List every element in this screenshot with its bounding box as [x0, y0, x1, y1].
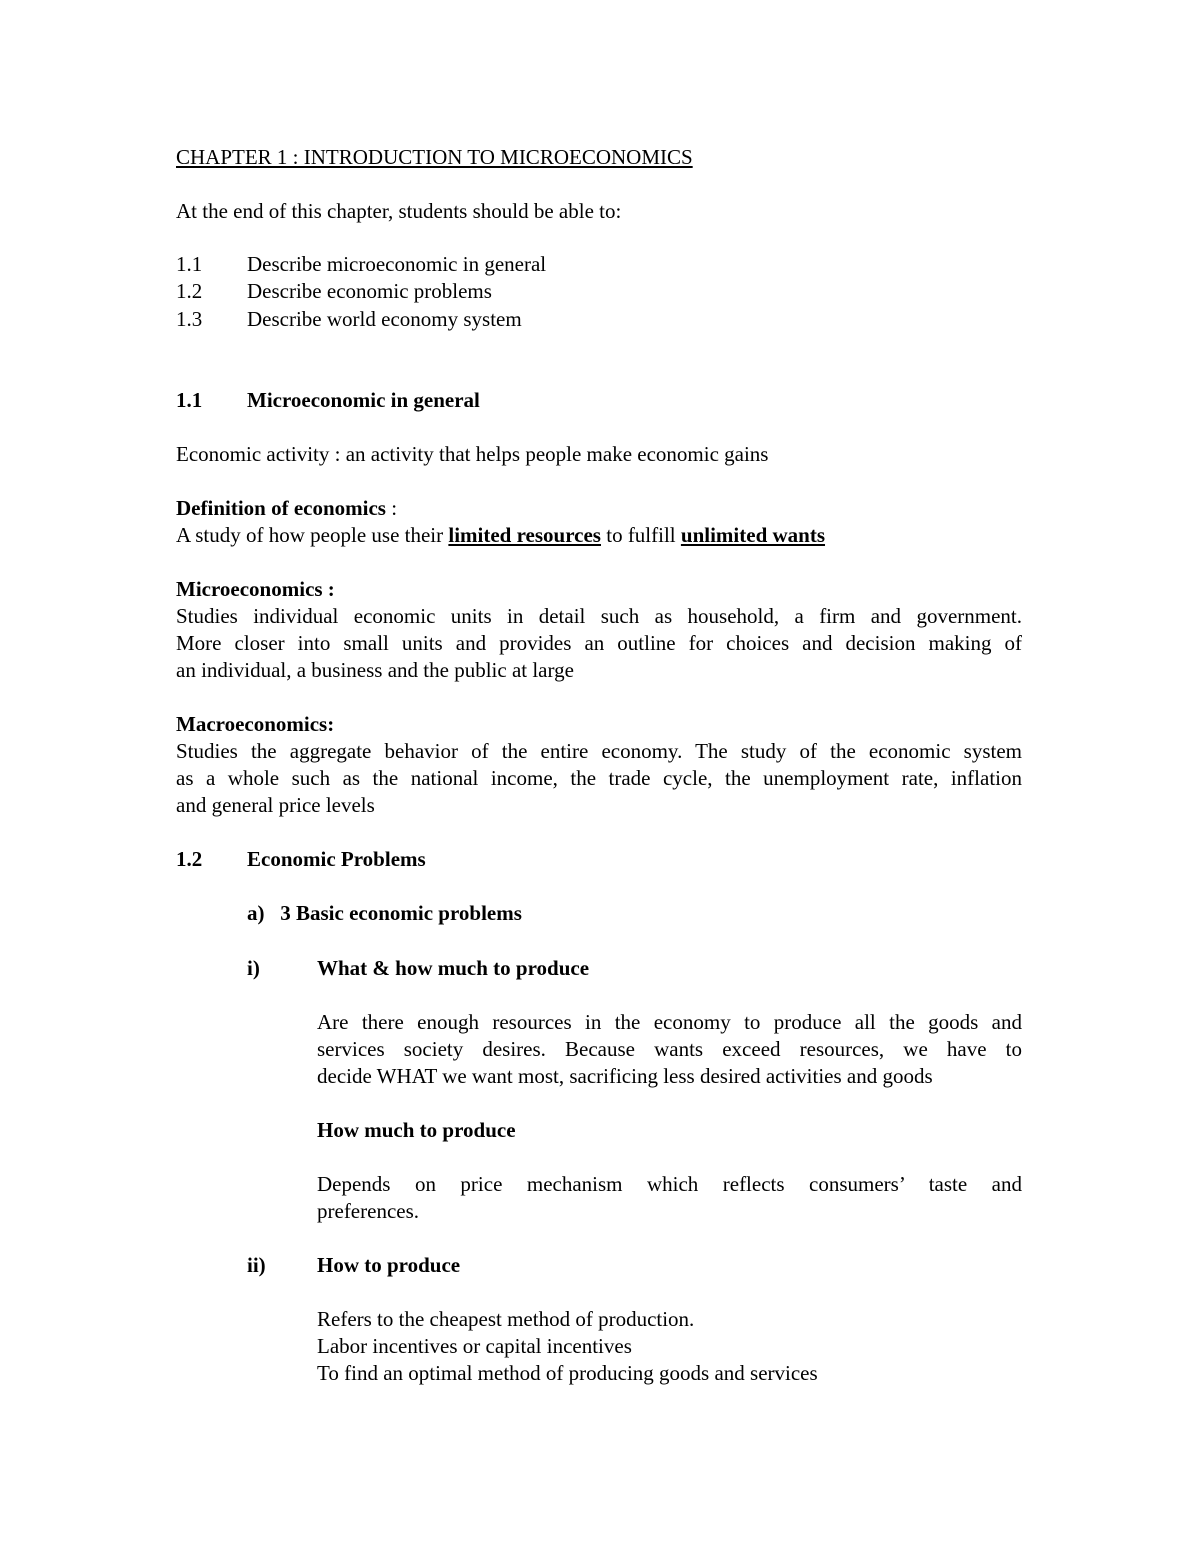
paragraph-line: Labor incentives or capital incentives	[317, 1334, 632, 1358]
objective-number: 1.3	[176, 307, 203, 331]
objective-text: Describe world economy system	[247, 307, 522, 331]
paragraph-line: and general price levels	[176, 793, 375, 817]
macroeconomics-paragraph	[176, 738, 1022, 819]
section-number: 1.1	[176, 388, 203, 412]
objective-number: 1.1	[176, 252, 203, 276]
definition-middle: to fulfill	[600, 523, 681, 547]
section-heading: Economic Problems	[247, 847, 426, 871]
paragraph-line: To find an optimal method of producing goods and services	[317, 1361, 818, 1385]
paragraph-line: More closer into small units and provides an outline for choices and decision making of	[176, 631, 1022, 655]
item-heading: How to produce	[317, 1253, 461, 1277]
section-number: 1.2	[176, 847, 203, 871]
definition-text	[176, 522, 825, 549]
item-number: i)	[247, 956, 260, 980]
item-number: ii)	[247, 1253, 266, 1277]
paragraph-line: decide WHAT we want most, sacrificing less desired activities and goods	[317, 1064, 933, 1088]
economic-activity-text: Economic activity : an activity that helps people make economic gains	[176, 442, 769, 466]
microeconomics-label: Microeconomics :	[176, 577, 335, 601]
paragraph-line: Studies the aggregate behavior of the entire economy. The study of the economic system	[176, 739, 1022, 763]
paragraph-line: Are there enough resources in the economy to produce all the goods and	[317, 1010, 1022, 1034]
paragraph-line: Studies individual economic units in detail such as household, a firm and government.	[176, 604, 1022, 628]
objective-text: Describe microeconomic in general	[247, 252, 547, 276]
unlimited-wants-term: unlimited wants	[680, 523, 826, 547]
microeconomics-paragraph	[176, 603, 1022, 684]
definition-label: Definition of economics	[176, 496, 386, 520]
definition-colon: :	[385, 496, 398, 520]
paragraph-line: an individual, a business and the public at large	[176, 658, 574, 682]
paragraph-line: Depends on price mechanism which reflects consumers’ taste and	[317, 1172, 1022, 1196]
subitem-heading: How much to produce	[317, 1118, 516, 1142]
objective-text: Describe economic problems	[247, 279, 492, 303]
section-heading: Microeconomic in general	[247, 388, 480, 412]
subheading-basic-problems: a) 3 Basic economic problems	[247, 901, 522, 925]
definition-prefix: A study of how people use their	[176, 523, 449, 547]
how-much-paragraph	[317, 1171, 1022, 1225]
intro-text: At the end of this chapter, students should be able to:	[176, 199, 622, 223]
item-heading: What & how much to produce	[317, 956, 590, 980]
macroeconomics-label: Macroeconomics:	[176, 712, 335, 736]
definition-label-line	[176, 495, 397, 522]
paragraph-line: as a whole such as the national income, the trade cycle, the unemployment rate, inflation	[176, 766, 1022, 790]
objective-number: 1.2	[176, 279, 203, 303]
paragraph-line: services society desires. Because wants exceed resources, we have to	[317, 1037, 1022, 1061]
limited-resources-term: limited resources	[448, 523, 601, 547]
paragraph-line: Refers to the cheapest method of production.	[317, 1307, 695, 1331]
paragraph-line: preferences.	[317, 1199, 420, 1223]
chapter-title: CHAPTER 1 : INTRODUCTION TO MICROECONOMICS	[176, 145, 693, 169]
what-to-produce-paragraph	[317, 1009, 1022, 1090]
